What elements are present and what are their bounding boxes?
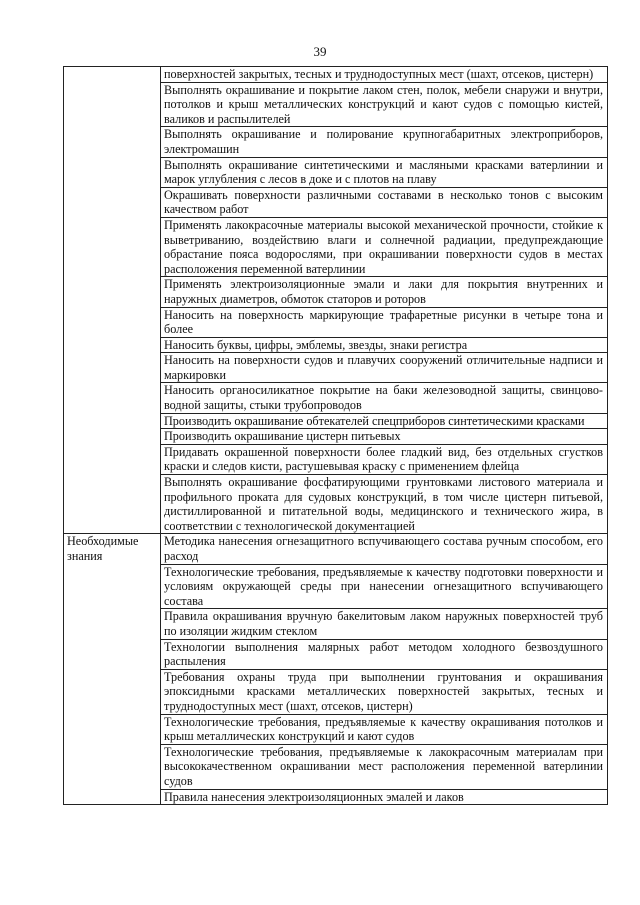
table-cell: Выполнять окрашивание и покрытие лаком стен, полок, мебели снаружи и внутри, потолков и крыш металлических конструкций и кают судов с помощью кистей, валиков и распылителей <box>161 82 608 127</box>
table-cell: Выполнять окрашивание синтетическими и масляными красками ватерлинии и марок углубления с лесов в доке и с плотов на плаву <box>161 157 608 187</box>
section-label-knowledge: Необходимые знания <box>64 534 161 805</box>
table-cell: Технологические требования, предъявляемые к лакокрасочным материалам при высококачественном окрашивании мест расположения переменной ватерлинии судов <box>161 744 608 789</box>
table-row <box>64 534 608 564</box>
table-cell: Окрашивать поверхности различными составами в несколько тонов с высоким качеством работ <box>161 187 608 217</box>
table-row <box>64 67 608 83</box>
table-cell: Производить окрашивание обтекателей спецприборов синтетическими красками <box>161 413 608 429</box>
table-cell: Технологии выполнения малярных работ методом холодного безвоздушного распыления <box>161 639 608 669</box>
table-cell: Применять электроизоляционные эмали и лаки для покрытия внутренних и наружных диаметров, обмоток статоров и роторов <box>161 277 608 307</box>
table-cell: Наносить на поверхность маркирующие трафаретные рисунки в четыре тона и более <box>161 307 608 337</box>
table-cell: Наносить органосиликатное покрытие на баки железоводной защиты, свинцово-водной защиты, стыки трубопроводов <box>161 383 608 413</box>
table-cell: поверхностей закрытых, тесных и труднодоступных мест (шахт, отсеков, цистерн) <box>161 67 608 83</box>
table-cell: Правила окрашивания вручную бакелитовым лаком наружных поверхностей труб по изоляции жидким стеклом <box>161 609 608 639</box>
table-cell: Выполнять окрашивание и полирование крупногабаритных электроприборов, электромашин <box>161 127 608 157</box>
table-cell: Производить окрашивание цистерн питьевых <box>161 429 608 445</box>
section-label-skills <box>64 67 161 534</box>
table-cell: Выполнять окрашивание фосфатирующими грунтовками листового материала и профильного проката для судовых конструкций, в том числе цистерн питьевой, дистиллированной и питательной воды, медицинского и технического жира, в соответствии с технологической документацией <box>161 475 608 534</box>
table-cell: Наносить на поверхности судов и плавучих сооружений отличительные надписи и маркировки <box>161 353 608 383</box>
table-cell: Методика нанесения огнезащитного вспучивающего состава ручным способом, его расход <box>161 534 608 564</box>
table-cell: Технологические требования, предъявляемые к качеству окрашивания потолков и крыш металлических конструкций и кают судов <box>161 714 608 744</box>
table-cell: Требования охраны труда при выполнении грунтования и окрашивания эпоксидными красками металлических поверхностей закрытых, тесных и труднодоступных мест (шахт, отсеков, цистерн) <box>161 669 608 714</box>
table-cell: Придавать окрашенной поверхности более гладкий вид, без отдельных сгустков краски и следов кисти, растушевывая краску с применением флейца <box>161 444 608 474</box>
page-number: 39 <box>313 44 327 59</box>
table-cell: Технологические требования, предъявляемые к качеству подготовки поверхности и условиям окружающей среды при нанесении огнезащитного вспучивающего состава <box>161 564 608 609</box>
table-cell: Правила нанесения электроизоляционных эмалей и лаков <box>161 789 608 805</box>
table-cell: Наносить буквы, цифры, эмблемы, звезды, знаки регистра <box>161 337 608 353</box>
competency-table <box>63 66 608 805</box>
table-cell: Применять лакокрасочные материалы высокой механической прочности, стойкие к выветриванию, воздействию влаги и солнечной радиации, предупреждающие обрастание пояса водорослями, при окрашивании поверхности судов в местах расположения переменной ватерлинии <box>161 217 608 276</box>
